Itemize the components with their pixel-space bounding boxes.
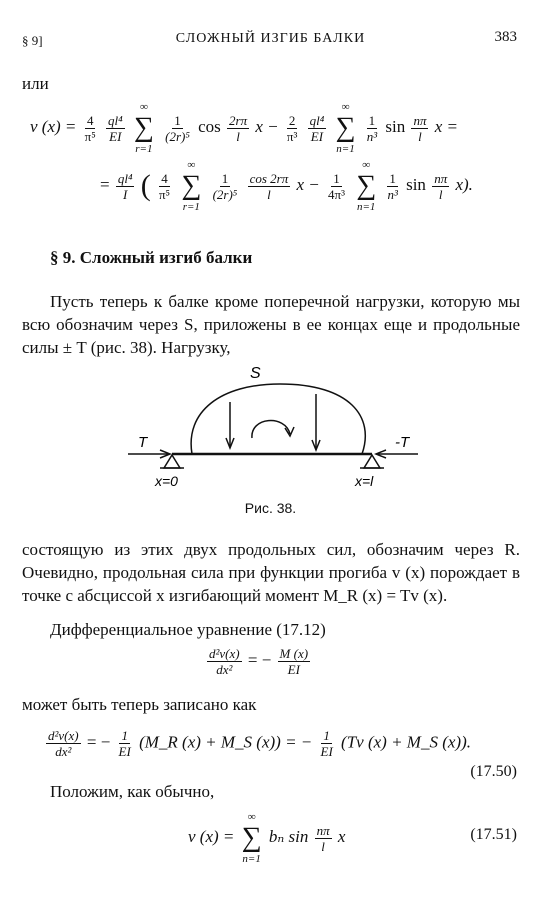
section-title: § 9. Сложный изгиб балки (50, 248, 253, 267)
load-curve (191, 384, 365, 454)
eq2-tail: x). (455, 174, 473, 194)
equation-17-50 (44, 728, 541, 759)
word-ili: или (22, 74, 49, 93)
equation-v-second-line: = $\frac{\text{ql⁴}}{I}$ ( $\frac{4}{\text{π⁵}}$ ∞ ∑ r=1 $\frac{1}{\text{(2r)⁵}}$ $\frac{\cos 2r\pi}{l}$ x − $\frac{1}{\text{4π³}}$ ∞ ∑ n=1 $\frac{1}{\text{n³}}$ sin $\frac{n\pi}{l}$ x). (100, 159, 473, 213)
equation-number-17-50: (17.50) (470, 763, 517, 780)
eq3-lhs: $\frac{\text{d²v(x)}}{\text{dx²}}$ (209, 646, 240, 677)
eq4-eq1: = − (86, 732, 111, 752)
eq5-arg: $\frac{n\pi}{l}$ (316, 822, 330, 854)
eq1-sum-r: ∞ ∑ r=1 (133, 101, 154, 155)
figure-caption: Рис. 38. (244, 500, 297, 516)
eq2-term1: $\frac{1}{\text{(2r)⁵}}$ (212, 170, 238, 202)
eq2-x-minus: x − (296, 174, 320, 194)
eq4-coef1: $\frac{1}{EI}$ (118, 728, 131, 759)
support-left (164, 455, 180, 468)
eq5-x: x (337, 826, 346, 846)
eq2-load: $\frac{\text{ql⁴}}{I}$ (117, 170, 133, 202)
eq1-cos-arg: $\frac{2r\pi}{l}$ (229, 112, 248, 144)
equation-v-first-line (30, 100, 541, 156)
eq2-sin-arg: $\frac{n\pi}{l}$ (434, 170, 448, 202)
beam-figure (100, 362, 440, 497)
eq1-coef2: $\frac{2}{\text{π³}}$ (286, 112, 298, 144)
running-header-section: § 9] (22, 33, 43, 48)
eq1-term2: $\frac{1}{\text{n³}}$ (366, 112, 378, 144)
eq1-sin-arg: $\frac{n\pi}{l}$ (413, 112, 427, 144)
eq2-term2: $\frac{1}{\text{n³}}$ (387, 170, 398, 202)
paragraph-moment: состоящую из этих двух продольных сил, обозначим через R. Очевидно, продольная сила при функции прогиба v (x) порождает в точке с абсциссой x изгибающий момент M_R (x) = Tv (x). (22, 540, 520, 605)
eq4-lhs: $\frac{\text{d²v(x)}}{\text{dx²}}$ (48, 728, 79, 759)
moment-arc (252, 421, 290, 438)
eq1-sin: sin (385, 116, 406, 136)
eq1-x-minus: x − (255, 116, 279, 136)
eq2-eq: = (100, 174, 110, 194)
support-right (364, 455, 380, 468)
paragraph-diffeq: Дифференциальное уравнение (17.12) (50, 620, 326, 639)
equation-basic-diffeq (205, 646, 541, 677)
fig-label-x0: x=0 (155, 473, 178, 489)
eq1-load1: $\frac{\text{ql⁴}}{EI}$ (108, 112, 123, 144)
eq2-sum-r: ∞ ∑ r=1 (181, 159, 202, 213)
eq1-term1: $\frac{1}{\text{(2r)⁵}}$ (165, 112, 190, 144)
eq4-mid: (M_R (x) + M_S (x)) = − (139, 732, 313, 752)
eq1-sum-n: ∞ ∑ n=1 (335, 101, 356, 155)
fig-label-S: S (250, 365, 261, 382)
paragraph-assume: Положим, как обычно, (50, 782, 215, 801)
eq2-sum-n: ∞ ∑ n=1 (356, 159, 377, 213)
eq1-load2: $\frac{\text{ql⁴}}{EI}$ (309, 112, 325, 144)
eq1-x-eq: x = (434, 116, 459, 136)
eq2-coef1: $\frac{4}{\text{π⁵}}$ (158, 170, 171, 202)
paragraph-rewrite: может быть теперь записано как (22, 695, 257, 714)
eq2-coef2: $\frac{1}{\text{4π³}}$ (328, 170, 345, 202)
eq1-lhs: v (x) = (30, 116, 77, 136)
eq5-sum: ∞ ∑ n=1 (241, 811, 262, 865)
eq2-sin: sin (406, 174, 426, 194)
equation-number-17-51: (17.51) (470, 826, 517, 843)
eq5-body: bₙ sin (268, 826, 309, 846)
eq5-lhs: v (x) = (188, 826, 235, 846)
eq2-cos-term: $\frac{\cos 2r\pi}{l}$ (249, 170, 289, 202)
fig-label-T-right: -T (395, 434, 410, 451)
fig-label-T-left: T (138, 434, 148, 451)
paragraph-intro: Пусть теперь к балке кроме поперечной нагрузки, которую мы всю обозначим через S, приложены в ее концах еще и продольные силы ± T (рис. 38). Нагрузку, (22, 292, 520, 357)
eq1-cos: cos (198, 116, 221, 136)
eq4-tail: (Tv (x) + M_S (x)). (341, 732, 471, 752)
eq3-rhs: $\frac{M (x)}{EI}$ (279, 646, 309, 677)
eq1-coef1: $\frac{4}{\text{π⁵}}$ (84, 112, 96, 144)
running-header-title: СЛОЖНЫЙ ИЗГИБ БАЛКИ (175, 31, 366, 46)
fig-label-xl: x=l (355, 473, 374, 489)
eq3-mid: = − (247, 650, 272, 670)
eq4-coef2: $\frac{1}{EI}$ (320, 728, 333, 759)
page-number: 383 (494, 29, 517, 45)
